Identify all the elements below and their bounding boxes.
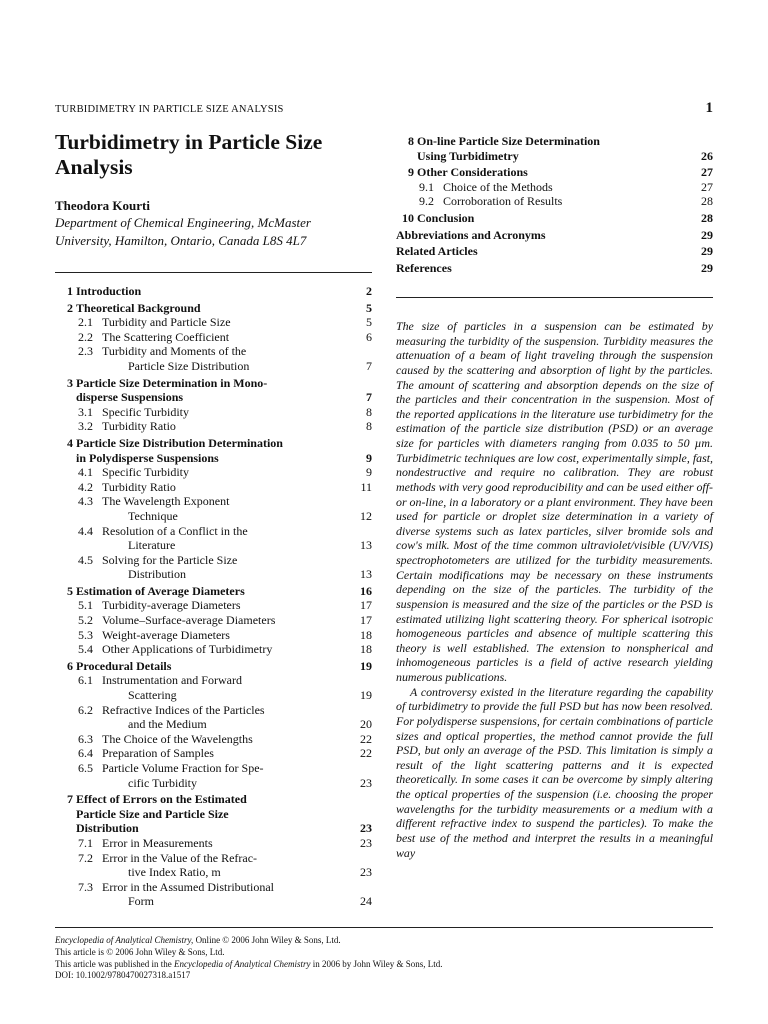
toc-entry xyxy=(55,436,372,465)
toc-entry xyxy=(396,244,713,259)
toc-entry xyxy=(55,613,372,628)
toc-entry-title-line: Scattering xyxy=(128,688,177,703)
toc-entry-number: 7.2 xyxy=(78,850,93,865)
toc-entry-number: 8 xyxy=(408,134,414,148)
toc-entry xyxy=(55,836,372,851)
toc-entry xyxy=(55,703,372,732)
toc-entry-title-line: The Choice of the Wavelengths xyxy=(102,731,253,746)
toc-entry xyxy=(55,746,372,761)
toc-entry-page: 19 xyxy=(360,658,372,673)
toc-entry-page: 8 xyxy=(366,404,372,419)
toc-entry-title-line: Instrumentation and Forward xyxy=(102,673,242,688)
toc-entry-page: 23 xyxy=(360,835,372,850)
toc-entry-title-line: Turbidity and Moments of the xyxy=(102,344,247,359)
toc-entry-title-line: Error in the Assumed Distributional xyxy=(102,879,274,894)
toc-entry-title-line: Turbidity Ratio xyxy=(102,419,176,434)
toc-entry-number: 6.1 xyxy=(78,673,93,688)
toc-entry-title-line: Volume–Surface-average Diameters xyxy=(102,613,276,628)
toc-entry xyxy=(396,134,713,163)
toc-entry xyxy=(55,480,372,495)
toc-entry-number: 9 xyxy=(408,165,414,180)
toc-entry-number: 5.3 xyxy=(78,627,93,642)
toc-entry xyxy=(55,344,372,373)
toc-entry-page: 9 xyxy=(366,465,372,480)
toc-entry-title-line: The Wavelength Exponent xyxy=(102,494,230,509)
toc-entry xyxy=(55,284,372,299)
toc-entry-page: 23 xyxy=(360,865,372,880)
toc-entry-page: 16 xyxy=(360,583,372,598)
toc-entry-number: 9.1 xyxy=(419,179,434,194)
table-of-contents-left xyxy=(55,284,372,909)
toc-entry-number: 7.3 xyxy=(78,879,93,894)
footer-publication-post: in 2006 by John Wiley & Sons, Ltd. xyxy=(310,958,443,969)
toc-entry-page: 29 xyxy=(701,244,713,259)
toc-entry-number: 4.4 xyxy=(78,523,93,538)
toc-entry-title-line: Choice of the Methods xyxy=(443,179,553,194)
toc-entry-number: 7 xyxy=(67,792,73,807)
toc-entry-title-line: Particle Size and Particle Size xyxy=(76,806,229,821)
toc-entry-number: 2.3 xyxy=(78,344,93,359)
footer-line-3 xyxy=(55,959,715,971)
toc-entry-title-line: Distribution xyxy=(128,567,187,582)
toc-entry-title-line: Error in the Value of the Refrac- xyxy=(102,850,258,865)
toc-entry-title-line: Other Applications of Turbidimetry xyxy=(102,642,273,657)
footer-line-2: This article is © 2006 John Wiley & Sons, Ltd. xyxy=(55,946,225,957)
footer-journal-2: Encyclopedia of Analytical Chemistry xyxy=(173,958,311,969)
toc-entry-number: 4.1 xyxy=(78,465,93,480)
toc-entry-page: 12 xyxy=(360,508,372,523)
toc-entry-page: 28 xyxy=(701,194,713,209)
toc-entry xyxy=(55,405,372,420)
toc-entry xyxy=(55,584,372,599)
toc-entry xyxy=(55,732,372,747)
toc-entry-page: 24 xyxy=(360,894,372,909)
toc-entry-number: 5.1 xyxy=(78,598,93,613)
toc-entry xyxy=(55,673,372,702)
toc-entry-number: 7.1 xyxy=(78,835,93,850)
footer-journal-1: Encyclopedia of Analytical Chemistry, xyxy=(55,935,194,945)
toc-entry xyxy=(55,598,372,613)
toc-entry-number: 4.2 xyxy=(78,479,93,494)
toc-entry-title-line: Distribution xyxy=(76,821,139,836)
footer-online-copyright: Online © 2006 John Wiley & Sons, Ltd. xyxy=(193,935,341,945)
toc-entry-number: 3.1 xyxy=(78,404,93,419)
toc-entry-page: 22 xyxy=(360,746,372,761)
toc-entry-title-line: Estimation of Average Diameters xyxy=(76,583,245,598)
toc-entry-title-line: Particle Size Distribution xyxy=(128,358,250,373)
toc-entry-page: 17 xyxy=(360,613,372,628)
toc-entry-title-line: Technique xyxy=(128,508,178,523)
toc-entry xyxy=(55,376,372,405)
toc-entry xyxy=(55,792,372,836)
toc-entry-number: 6.3 xyxy=(78,731,93,746)
toc-entry-number: 9.2 xyxy=(419,194,434,209)
toc-entry-title-line: Specific Turbidity xyxy=(102,465,190,480)
toc-entry-title-line: Using Turbidimetry xyxy=(417,148,519,163)
article-title xyxy=(55,130,375,180)
toc-entry-title-line: Form xyxy=(128,894,155,909)
toc-entry xyxy=(55,553,372,582)
toc-entry-title-line: Related Articles xyxy=(396,244,478,259)
footer-publication-pre: This article was published in the xyxy=(55,958,174,969)
toc-entry-page: 5 xyxy=(366,300,372,315)
toc-entry-title-line: in Polydisperse Suspensions xyxy=(76,450,219,465)
running-header: TURBIDIMETRY IN PARTICLE SIZE ANALYSIS xyxy=(55,104,284,115)
toc-entry-title-line: and the Medium xyxy=(128,717,207,732)
article-title-line-2: Analysis xyxy=(55,155,133,179)
toc-entry xyxy=(55,628,372,643)
footer-rule xyxy=(55,927,713,928)
toc-entry-page: 13 xyxy=(360,538,372,553)
toc-entry-page: 18 xyxy=(360,642,372,657)
toc-entry-page: 20 xyxy=(360,717,372,732)
toc-entry-number: 6.5 xyxy=(78,761,93,775)
toc-entry-title-line: Refractive Indices of the Particles xyxy=(102,702,265,717)
toc-entry-number: 5.2 xyxy=(78,613,93,628)
toc-entry-page: 29 xyxy=(701,260,713,275)
toc-entry-page: 18 xyxy=(360,627,372,642)
toc-entry-page: 23 xyxy=(360,821,372,836)
toc-entry-page: 7 xyxy=(366,358,372,373)
page-number: 1 xyxy=(705,100,713,116)
toc-entry xyxy=(55,494,372,523)
toc-entry-title-line: Introduction xyxy=(76,284,142,298)
toc-entry xyxy=(55,642,372,657)
toc-entry xyxy=(55,851,372,880)
toc-entry xyxy=(55,419,372,434)
abstract-paragraph-1: The size of particles in a suspension can be estimated by measuring the turbidity of the suspension. Turbidity measures the attenuation of a beam of light traveling through the suspension caused by the scattering and absorption of light by the particles. The amount of scattering and absorption depends on the size of the particles and their concentration in the suspension. Most of the reported applications in the literature use turbidimetry for the estimation of the particle size distribution (PSD) or an average size for particles with diameters ranging from 0.035 to 50 µm. Turbidimetric techniques are low cost, experimentally simple, fast, nondestructive and require no calibration. They are robust methods with very good reproducibility and can be used either off- or on-line, in a laboratory or a plant environment. They have been used for particle or droplet size determination in a variety of diverse systems such as latex particles, silver bromide sols and cow's milk. Most of the time common ultraviolet/visible (UV/VIS) spectrophotometers are utilized for the turbidity measurements. Certain modifications may be necessary on these instruments depending on the size of the particles. The turbidity of the suspension is measured and the size of the particles or the PSD is estimated utilizing light scattering theory. For spherical isotropic homogeneous particles and absence of multiple scattering this theory is well established. The extension to nonspherical and inhomogeneous particles is a field of active research yielding numerous publications. xyxy=(396,319,713,684)
toc-entry-number: 4 xyxy=(67,435,73,450)
toc-entry-page: 28 xyxy=(701,210,713,225)
toc-entry-page: 13 xyxy=(360,567,372,582)
toc-entry-title-line: Other Considerations xyxy=(417,165,528,180)
toc-entry-page: 5 xyxy=(366,315,372,330)
toc-entry-title-line: Literature xyxy=(128,538,176,553)
toc-entry-title-line: Particle Size Distribution Determination xyxy=(76,435,283,450)
toc-entry-number: 1 xyxy=(67,284,73,298)
author-name: Theodora Kourti xyxy=(55,198,150,213)
author-affiliation xyxy=(55,214,385,250)
toc-entry-title-line: Turbidity Ratio xyxy=(102,479,176,494)
toc-entry-page: 8 xyxy=(366,419,372,434)
toc-entry-title-line: Corroboration of Results xyxy=(443,194,563,209)
toc-entry-title-line: Resolution of a Conflict in the xyxy=(102,523,248,538)
toc-entry-page: 7 xyxy=(366,390,372,405)
toc-entry-page: 2 xyxy=(366,284,372,298)
toc-entry-title-line: Procedural Details xyxy=(76,658,172,673)
toc-entry-title-line: Conclusion xyxy=(417,210,475,225)
toc-entry-page: 11 xyxy=(360,479,372,494)
toc-entry-title-line: Turbidity and Particle Size xyxy=(102,315,231,330)
toc-entry-title-line: Weight-average Diameters xyxy=(102,627,230,642)
toc-entry-title-line: Particle Volume Fraction for Spe- xyxy=(102,761,264,775)
toc-entry-page: 9 xyxy=(366,450,372,465)
toc-entry xyxy=(55,330,372,345)
toc-entry-page: 22 xyxy=(360,731,372,746)
toc-entry xyxy=(396,165,713,180)
toc-entry-title-line: Theoretical Background xyxy=(76,300,201,315)
toc-entry-number: 5.4 xyxy=(78,642,93,657)
toc-entry-number: 2.1 xyxy=(78,315,93,330)
table-of-contents-right xyxy=(396,134,713,275)
toc-entry-title-line: The Scattering Coefficient xyxy=(102,329,230,344)
toc-entry xyxy=(55,301,372,316)
toc-entry-number: 3.2 xyxy=(78,419,93,434)
toc-entry xyxy=(55,315,372,330)
toc-entry xyxy=(396,211,713,226)
toc-entry-page: 29 xyxy=(701,227,713,242)
toc-entry-number: 2.2 xyxy=(78,329,93,344)
toc-entry xyxy=(396,261,713,276)
toc-entry-page: 6 xyxy=(366,329,372,344)
toc-entry-title-line: tive Index Ratio, m xyxy=(128,865,221,880)
toc-entry-page: 27 xyxy=(701,165,713,180)
toc-entry-number: 10 xyxy=(402,210,414,225)
toc-right-bottom-rule xyxy=(396,297,713,298)
toc-entry-number: 2 xyxy=(67,300,73,315)
toc-entry-number: 4.3 xyxy=(78,494,93,509)
abstract xyxy=(396,319,713,860)
toc-top-rule xyxy=(55,272,372,273)
toc-entry xyxy=(396,194,713,209)
toc-entry xyxy=(55,761,372,790)
toc-entry-number: 3 xyxy=(67,375,73,390)
toc-entry-number: 4.5 xyxy=(78,552,93,567)
toc-entry-title-line: On-line Particle Size Determination xyxy=(417,134,600,148)
toc-entry-title-line: Solving for the Particle Size xyxy=(102,552,238,567)
toc-entry-title-line: Turbidity-average Diameters xyxy=(102,598,241,613)
toc-entry xyxy=(55,880,372,909)
toc-entry-page: 17 xyxy=(360,598,372,613)
toc-entry-number: 6.2 xyxy=(78,702,93,717)
toc-entry-title-line: Particle Size Determination in Mono- xyxy=(76,375,268,390)
toc-entry-page: 27 xyxy=(701,179,713,194)
affiliation-line-2: University, Hamilton, Ontario, Canada L8S 4L7 xyxy=(55,233,307,248)
abstract-paragraph-2: A controversy existed in the literature regarding the capability of turbidimetry to provide the full PSD but has now been resolved. For polydisperse suspensions, for certain combinations of particle sizes and optical properties, the method cannot provide the full PSD, but only an average of the PSD. This limitation is simply a result of the light scattering patterns and it is expected theoretically. In some cases it can be overcome by simply altering the optical properties of the suspension (i.e. choosing the proper wavelengths for the turbidity measurements or a medium with a different refractive index to suspend the particles). To make the best use of the method and interpret the results in a meaningful way xyxy=(396,684,713,860)
toc-entry-page: 19 xyxy=(360,688,372,703)
toc-entry-title-line: References xyxy=(396,260,452,275)
footer-doi: DOI: 10.1002/9780470027318.a1517 xyxy=(55,970,191,981)
toc-entry xyxy=(55,524,372,553)
toc-entry-number: 6 xyxy=(67,658,73,673)
toc-entry-title-line: Preparation of Samples xyxy=(102,746,214,761)
toc-entry-page: 23 xyxy=(360,775,372,790)
toc-entry-title-line: cific Turbidity xyxy=(128,775,198,790)
article-title-line-1: Turbidimetry in Particle Size xyxy=(55,130,323,154)
toc-entry xyxy=(396,180,713,195)
toc-entry-number: 6.4 xyxy=(78,746,93,761)
toc-entry-title-line: Error in Measurements xyxy=(102,835,213,850)
toc-entry xyxy=(55,465,372,480)
toc-entry-title-line: Specific Turbidity xyxy=(102,404,190,419)
toc-entry-page: 26 xyxy=(701,148,713,163)
footer xyxy=(55,935,715,982)
toc-entry-title-line: Abbreviations and Acronyms xyxy=(396,227,546,242)
toc-entry-title-line: Effect of Errors on the Estimated xyxy=(76,792,247,807)
toc-entry-number: 5 xyxy=(67,583,73,598)
footer-line-1 xyxy=(55,935,715,947)
affiliation-line-1: Department of Chemical Engineering, McMaster xyxy=(55,215,311,230)
toc-entry xyxy=(55,659,372,674)
toc-entry xyxy=(396,228,713,243)
toc-entry-title-line: disperse Suspensions xyxy=(76,390,184,405)
